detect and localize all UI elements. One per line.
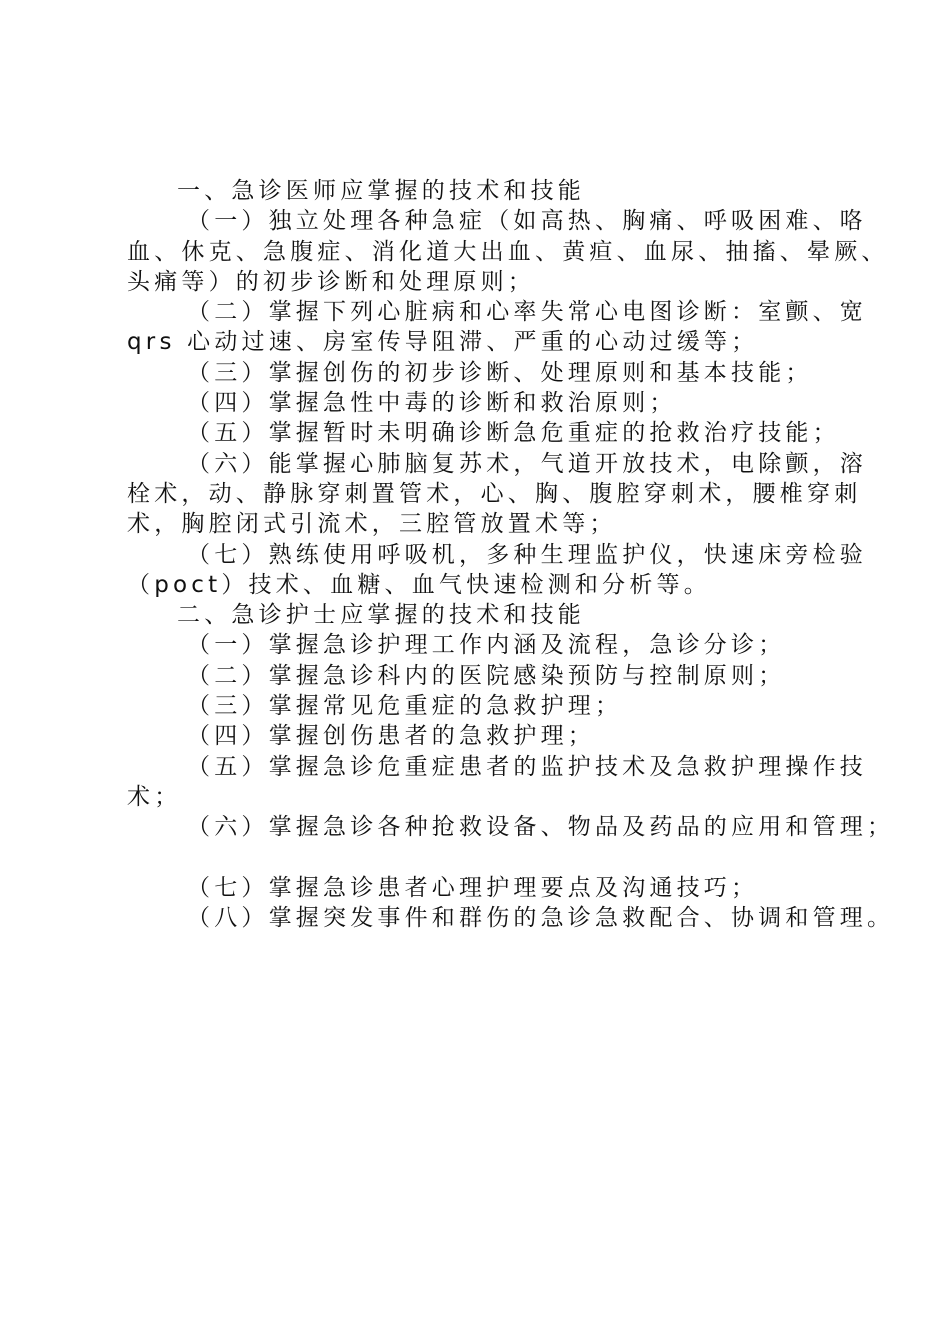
- doctor-item-6-cont: 术，胸腔闭式引流术，三腔管放置术等；: [127, 511, 617, 538]
- doctor-item-2-cont: qrs 心动过速、房室传导阻滞、严重的心动过缓等；: [127, 329, 759, 356]
- nurse-item-5-cont: 术；: [127, 783, 182, 810]
- nurse-item-3: （三）掌握常见危重症的急救护理；: [187, 693, 623, 720]
- doctor-item-1-cont: 血、休克、急腹症、消化道大出血、黄疸、血尿、抽搐、晕厥、: [127, 238, 889, 265]
- paragraph-gap: [127, 843, 857, 873]
- nurse-item-8: （八）掌握突发事件和群伤的急诊急救配合、协调和管理。: [187, 904, 895, 931]
- document-body: [127, 176, 895, 933]
- nurse-item-4: （四）掌握创伤患者的急救护理；: [187, 723, 595, 750]
- doctor-item-5: （五）掌握暂时未明确诊断急危重症的抢救治疗技能；: [187, 420, 840, 447]
- doctor-item-3: （三）掌握创伤的初步诊断、处理原则和基本技能；: [187, 359, 813, 386]
- doctor-item-6: （六）能掌握心肺脑复苏术，气道开放技术，电除颤，溶: [187, 450, 867, 477]
- doctor-item-4: （四）掌握急性中毒的诊断和救治原则；: [187, 390, 677, 417]
- doctor-item-6-cont: 栓术，动、静脉穿刺置管术，心、胸、腹腔穿刺术，腰椎穿刺: [127, 480, 862, 507]
- section-heading-doctor: 一、急诊医师应掌握的技术和技能: [177, 178, 585, 204]
- doctor-item-1: （一）独立处理各种急症（如高热、胸痛、呼吸困难、咯: [187, 208, 867, 235]
- doctor-item-7: （七）熟练使用呼吸机，多种生理监护仪，快速床旁检验: [187, 541, 867, 568]
- section-heading-nurse: 二、急诊护士应掌握的技术和技能: [177, 602, 585, 629]
- doctor-item-2: （二）掌握下列心脏病和心率失常心电图诊断：室颤、宽: [187, 299, 867, 326]
- nurse-item-2: （二）掌握急诊科内的医院感染预防与控制原则；: [187, 662, 786, 689]
- nurse-item-1: （一）掌握急诊护理工作内涵及流程，急诊分诊；: [187, 632, 786, 659]
- doctor-item-7-cont: （poct）技术、血糖、血气快速检测和分析等。: [127, 571, 711, 598]
- nurse-item-7: （七）掌握急诊患者心理护理要点及沟通技巧；: [187, 874, 759, 901]
- nurse-item-5: （五）掌握急诊危重症患者的监护技术及急救护理操作技: [187, 753, 867, 780]
- doctor-item-1-cont: 头痛等）的初步诊断和处理原则；: [127, 268, 535, 295]
- nurse-item-6: （六）掌握急诊各种抢救设备、物品及药品的应用和管理；: [187, 814, 895, 841]
